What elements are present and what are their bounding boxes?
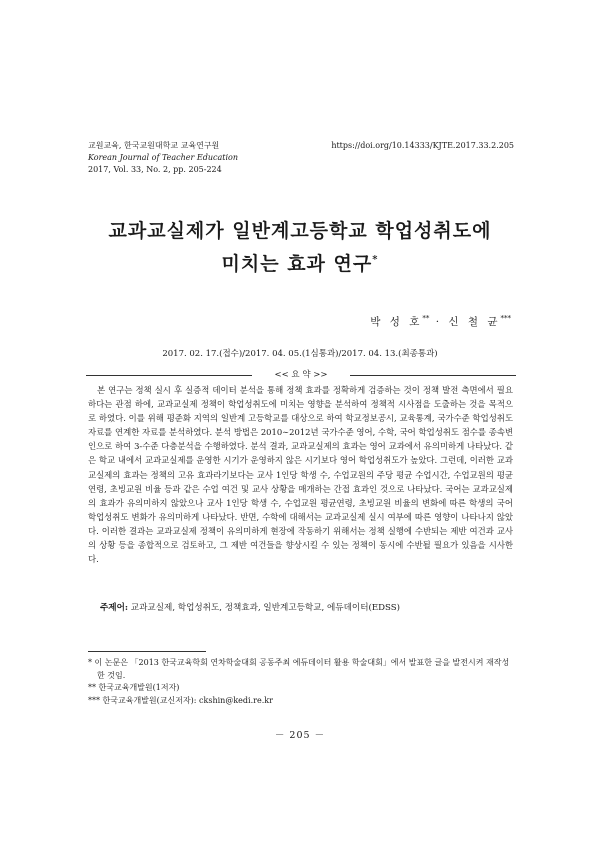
paper-title-text: 미치는 효과 연구 (221, 253, 373, 275)
submission-dates: 2017. 02. 17.(접수)/2017. 04. 05.(1심통과)/2017. 04. 13.(최종통과) (162, 349, 438, 359)
keywords-text: 교과교실제, 학업성취도, 정책효과, 일반계고등학교, 에듀데이터(EDSS) (128, 603, 400, 613)
keywords-label: 주제어: (100, 603, 129, 613)
keywords-line (100, 601, 400, 613)
footnote-divider (88, 651, 206, 652)
page-number: － 205 － (274, 730, 326, 741)
footnote-2: ** 한국교육개발원(1저자) (88, 683, 180, 692)
volume-line: 2017, Vol. 33, No. 2, pp. 205-224 (88, 165, 222, 174)
paper-title-line-2 (0, 249, 600, 276)
summary-label: << 요 약 >> (274, 370, 328, 380)
title-footnote-marker: * (372, 254, 379, 266)
paper-title-line-1: 교과교실제가 일반계고등학교 학업성취도에 (108, 220, 492, 242)
summary-divider (86, 370, 516, 381)
author-2-marker: *** (500, 314, 511, 323)
footnote-1: * 이 논문은 「2013 한국교육학회 연차학술대회 공동주최 에듀데이터 활용 학술대회」에서 발표한 글을 발전시켜 재작성한 것임. (88, 658, 510, 680)
author-2: 신 철 균 (448, 316, 501, 328)
abstract-body: 본 연구는 정책 실시 후 실증적 데이터 분석을 통해 정책 효과를 정확하게 검증하는 것이 정책 발전 측면에서 필요하다는 관점 하에, 교과교실제 정책이 학업성취도에 미치는 영향을 분석하여 정책적 시사점을 도출하는 것을 목적으로 하였다. 이를 위해 평준화 지역의 일반계 고등학교를 대상으로 하여 학교정보공시, 교육통계, 국가수준 학업성취도 자료를 연계한 자료를 분석하였다. 분석 방법은 2010∼2012년 국가수준 영어, 수학, 국어 학업성취도 점수를 종속변인으로 하여 3-수준 다층분석을 수행하였다. 분석 결과, 교과교실제의 효과는 영어 교과에서 유의미하게 나타났다. 같은 학교 내에서 교과교실제를 운영한 시기가 운영하지 않은 시기보다 영어 학업성취도가 높았다. 그런데, 이러한 교과교실제의 효과는 정책의 고유 효과라기보다는 교사 1인당 학생 수, 수업교원의 주당 평균 수업시간, 수업교원의 평균연령, 초빙교원 비율 등과 같은 수업 여건 및 교사 상황을 매개하는 간접 효과인 것으로 나타났다. 국어는 교과교실제의 효과가 유의미하지 않았으나 교사 1인당 학생 수, 수업교원 평균연령, 초빙교원 비율의 변화에 따른 학생의 국어 학업성취도 변화가 유의미하게 나타났다. 반면, 수학에 대해서는 교과교실제 실시 여부에 따른 영향이 나타나지 않았다. 이러한 결과는 교과교실제 정책이 유의미하게 현장에 작동하기 위해서는 정책 실행에 수반되는 제반 여건과 교사의 상황 등을 종합적으로 검토하고, 그 제반 여건들을 향상시킬 수 있는 정책이 동시에 수반될 필요가 있음을 시사한다. (88, 385, 513, 565)
doi-link[interactable]: https://doi.org/10.14333/KJTE.2017.33.2.205 (331, 141, 514, 150)
footnotes (88, 657, 514, 707)
author-1: 박 성 호 (370, 316, 423, 328)
author-line (370, 314, 511, 329)
author-1-marker: ** (422, 314, 430, 323)
author-separator: · (429, 316, 449, 328)
summary-rule-right (350, 375, 516, 376)
journal-name: Korean Journal of Teacher Education (88, 153, 239, 162)
journal-header (88, 140, 238, 176)
publisher-line: 교원교육, 한국교원대학교 교육연구원 (88, 141, 220, 150)
footnote-3: *** 한국교육개발원(교신저자): ckshin@kedi.re.kr (88, 695, 273, 705)
